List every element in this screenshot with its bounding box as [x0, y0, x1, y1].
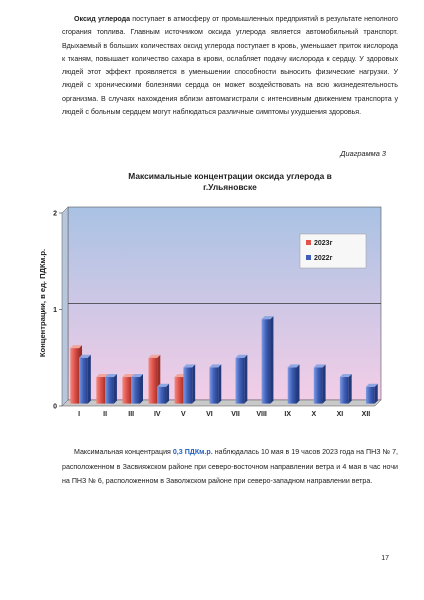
x-tick-label: VII — [231, 411, 240, 418]
paragraph-text: поступает в атмосферу от промышленных предприятий в результате неполного сгорания топлива. Главным источником оксида углерода является автомобильный транспорт. Вдыхаемый в больших количествах оксид углерода поступает в кровь, уменьшает приток кислорода к тканям, повышает количество сахара в крови, ослабляет подачу кислорода к сердцу. У здоровых людей этот эффект проявляется в уменьшении способности выносить физические нагрузки. У людей с хроническими болезнями сердца он может воздействовать на всю жизнедеятельность организма. В случаях нахождения вблизи автомагистрали с интенсивным движением транспорта у людей с больным сердцем могут наблюдаться различные симптомы ухудшения здоровья. — [62, 15, 398, 117]
paragraph2-pre: Максимальная концентрация — [74, 448, 173, 456]
diagram-label: Диаграмма 3 — [340, 149, 386, 158]
bar-2022г-IX — [288, 364, 300, 403]
highlight-value: 0,3 ПДКм.р. — [172, 448, 213, 456]
y-tick-label: 2 — [53, 210, 57, 218]
bar-2022г-IV — [157, 384, 169, 404]
legend-box — [300, 234, 366, 268]
legend-swatch-2022г — [306, 255, 311, 260]
bar-2022г-III — [131, 374, 143, 404]
bar-2022г-XII — [366, 384, 378, 404]
paragraph-lead: Оксид углерода — [74, 15, 131, 23]
x-tick-label: I — [78, 411, 81, 418]
paragraph2-post: наблюдалась 10 мая в 19 часов 2023 года на ПНЗ № 7, расположенном в Засвияжском районе при северо-восточном направлении ветра и 4 мая в час ночи на ПНЗ № 6, расположенном в Заволжском районе при северо-западном направлении ветра. — [62, 448, 399, 486]
legend-label-2022г: 2022г — [314, 255, 333, 262]
y-tick-label: 0 — [53, 403, 57, 411]
paragraph-max-concentration — [62, 445, 398, 489]
plot-side-wall — [62, 207, 68, 406]
legend-swatch-2023г — [306, 240, 311, 245]
x-tick-label: V — [181, 411, 186, 418]
y-tick-label: 1 — [53, 307, 57, 314]
bar-2022г-VI — [209, 364, 221, 403]
x-tick-label: IX — [284, 411, 292, 418]
chart-title-line1: Максимальные концентрации оксида углерода в — [128, 171, 332, 181]
chart-title-line2: г.Ульяновске — [203, 182, 257, 192]
bar-2022г-VIII — [262, 316, 274, 403]
legend-label-2023г: 2023г — [314, 240, 333, 247]
x-tick-label: VIII — [256, 411, 267, 418]
x-tick-label: X — [311, 411, 317, 418]
page-number: 17 — [381, 555, 389, 562]
y-axis-label: Концентрации, в ед. ПДКм.р. — [38, 248, 47, 358]
x-tick-label: IV — [153, 411, 161, 418]
x-tick-label: XI — [336, 411, 344, 418]
bar-2022г-VII — [236, 355, 248, 404]
x-tick-label: III — [128, 411, 135, 418]
x-tick-label: II — [103, 411, 108, 418]
bar-2022г-X — [314, 364, 326, 403]
x-tick-label: XII — [361, 411, 371, 418]
x-tick-label: VI — [206, 411, 213, 418]
bar-2022г-XI — [340, 374, 352, 404]
bar-2022г-V — [183, 364, 195, 403]
bar-2022г-I — [79, 355, 91, 404]
bar-2022г-II — [105, 374, 117, 404]
